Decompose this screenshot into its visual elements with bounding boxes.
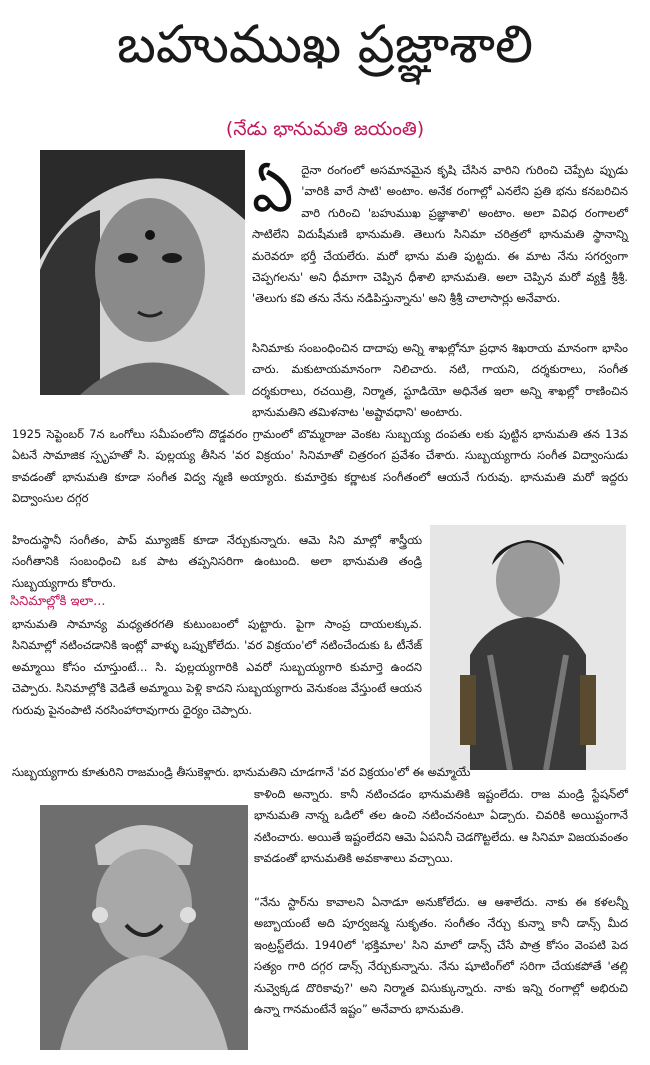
intro-text: దైనా రంగంలో అసమానమైన కృషి చేసిన వారిని గురించి చెప్పేట ప్పుడు 'వారికి వారే సాటి' అంటాం. అనేక రంగాల్లో ఎనలేని ప్రతి భను కనబరిచిన వారి గురించి 'బహుముఖ ప్రజ్ఞాశాలి' అంటాం. అలా వివిధ రంగాలలో సాటిలేని విదుషీమణి భానుమతి. తెలుగు సినిమా చరిత్రలో భానుమతి స్థానాన్ని మరెవరూ భర్తీ చేయలేరు. మరో భాను మతి పుట్టదు. ఈ మాట నేను సగర్వంగా చెప్పగలను' అని ధీమాగా చెప్పిన ధీశాలి భానుమతి. అలా చెప్పిన మరో వ్యక్తి శ్రీశ్రీ. 'తెలుగు కవి తను నేను నడిపిస్తున్నాను' అని శ్రీశ్రీ చాలాసార్లు అనేవారు. [252, 163, 628, 306]
article-paragraph-5: భానుమతి సామాన్య మధ్యతరగతి కుటుంబంలో పుట్టారు. పైగా సాంప్ర దాయలక్కువ. సినిమాల్లో నటించడానికి ఇంట్లో వాళ్ళు ఒప్పుకోలేదు. 'వర విక్రయం'లో నటించేందుకు ఓ టీనేజ్ అమ్మాయి కోసం చూస్తుంటే... సి. పుల్లయ్యగారికి ఎవరో సుబ్బయ్యగారి కుమార్తె ఉందని చెప్పారు. సినిమాల్లోకి వెడితే అమ్మాయి పెళ్లి కాదని సుబ్బయ్యగారు వెనుకంజ వేస్తుంటే ఆయన గురువు పైనంపాటి నరసింహారావుగారు ధైర్యం చెప్పారు. [12, 617, 422, 717]
article-paragraph-2: సినిమాకు సంబంధించిన దాదాపు అన్ని శాఖల్లోనూ ప్రధాన శిఖరాయ మానంగా భాసిం చారు. మకుటాయమానంగా నిలిచారు. నటి, గాయని, దర్శకురాలు, సంగీత దర్శకురాలు, రచయిత్రి, నిర్మాత, స్టూడియో అధినేత ఇలా అన్ని శాఖల్లో రాణించిన భానుమతిని తమిళనాట 'అష్టావధాని' అంటారు. [252, 341, 628, 420]
article-paragraph-3: 1925 సెప్టెంబర్ 7న ఒంగోలు సమీపంలోని దొడ్డవరం గ్రామంలో బొమ్మరాజు వెంకట సుబ్బయ్య దంపతు లకు పుట్టిన భానుమతి తన 13వ ఏటనే సామాజిక స్పృహతో సి. పుల్లయ్య తీసిన 'వర విక్రయం' సినిమాతో చిత్రరంగ ప్రవేశం చేశారు. సుబ్బయ్యగారు సంగీత విద్వాంసుడు కావడంతో భానుమతి కూడా సంగీత విద్వ న్మణి అయ్యారు. కుమార్తెకు కర్ణాటక సంగీతంలో ఆయనే గురువు. భానుమతి మరో ఇద్దరు విద్వాంసుల దగ్గర [12, 427, 628, 506]
article-paragraph-7: కాళింది అన్నారు. కానీ నటించడం భానుమతికి ఇష్టంలేదు. రాజ మండ్రి స్టేషన్‌లో భానుమతి నాన్న ఒడిలో తల ఉంచి నటించనంటూ ఏడ్చారు. చివరికి అయిష్టంగానే నటించారు. అయితే ఇష్టంలేదని ఆమె ఏపనినీ చెడగొట్టలేదు. ఆ సినిమా విజయవంతం కావడంతో భానుమతికి అవకాశాలు వచ్చాయి. [254, 787, 628, 866]
subtitle: (నేడు భానుమతి జయంతి) [225, 118, 425, 140]
portrait-photo-awards [430, 525, 626, 770]
headline: బహుముఖ ప్రజ్ఞాశాలి [116, 15, 534, 75]
section-subheading: సినిమాల్లోకి ఇలా... [10, 594, 106, 609]
drop-cap: ఏ [252, 157, 294, 225]
portrait-photo-closeup [40, 150, 245, 395]
article-paragraph-8: “నేను స్టార్‌ను కావాలని ఏనాడూ అనుకోలేదు. ఆ ఆశాలేదు. నాకు ఈ కళలన్నీ అబ్బాయంటే అది పూర్వజన్మ సుకృతం. సంగీతం నేర్చు కున్నా కానీ డాన్స్ మీద ఇంట్రస్ట్‌లేదు. 1940లో 'భక్తిమాల' సిని మాలో డాన్స్ చేసే పాత్ర కోసం వెంపటి పెద సత్యం గారి దగ్గర డాన్స్ నేర్చుకున్నాను. నేను షూటింగ్‌లో సరిగా చేయకపోతే 'తల్లి నువ్వెక్కడ దొరికావు?' అని నిర్మాత విసుక్కున్నారు. నాకు ఇన్ని రంగాల్లో అభిరుచి ఉన్నా గానమంటేనే ఇష్టం” అనేవారు భానుమతి. [254, 895, 628, 1017]
article-paragraph-6: సుబ్బయ్యగారు కూతురిని రాజమండ్రి తీసుకెళ్లారు. భానుమతిని చూడగానే 'వర విక్రయం'లో ఈ అమ్మాయే [12, 765, 471, 779]
article-paragraph-4: హిందుస్థానీ సంగీతం, పాప్ మ్యూజిక్ కూడా నేర్చుకున్నారు. ఆమె సిని మాల్లో శాస్త్రీయ సంగీతానికి సంబంధించి ఒక పాట తప్పనిసరిగా ఉంటుంది. అలా భానుమతి తండ్రి సుబ్బయ్యగారు కోరారు. [12, 533, 422, 590]
article-paragraph-intro [252, 157, 628, 310]
